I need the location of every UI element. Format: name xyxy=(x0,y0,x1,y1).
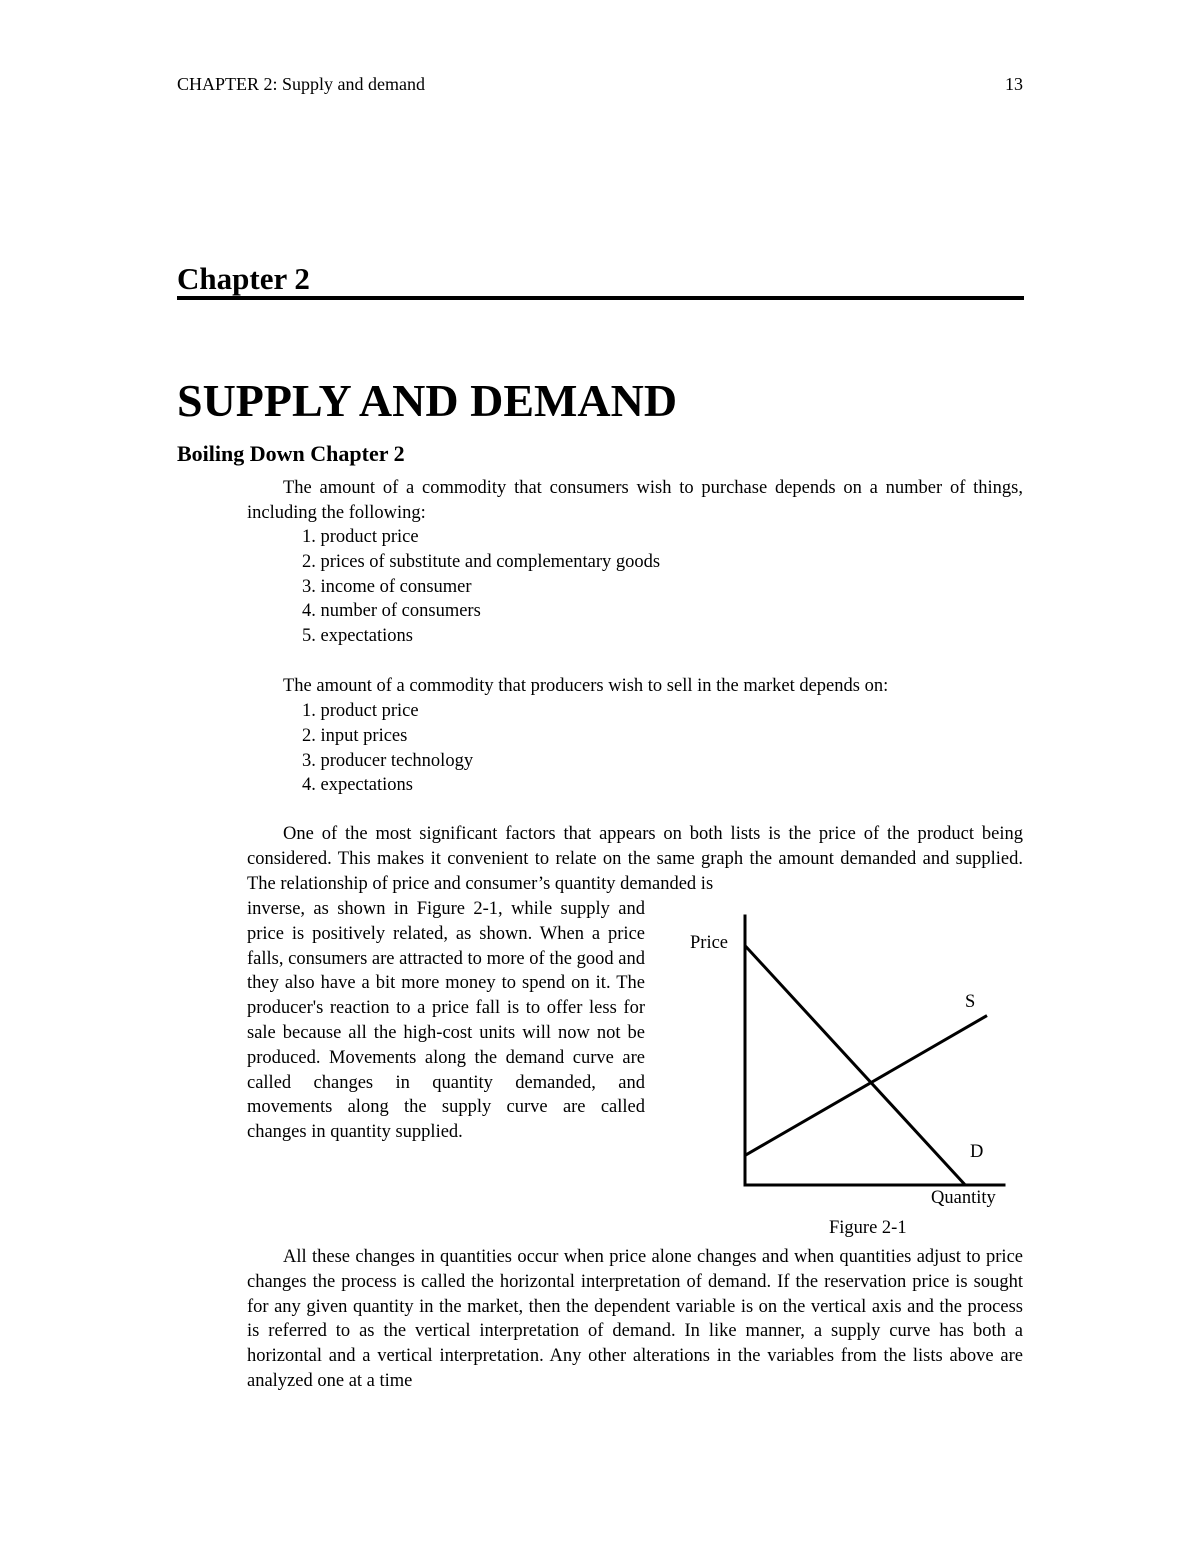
list-item: 3. producer technology xyxy=(302,750,474,771)
figure-caption: Figure 2-1 xyxy=(829,1218,907,1238)
list-item: 3. income of consumer xyxy=(302,576,472,597)
running-title: CHAPTER 2: Supply and demand xyxy=(177,74,425,94)
chapter-title: SUPPLY AND DEMAND xyxy=(177,375,678,426)
list-item: 4. number of consumers xyxy=(302,601,481,622)
list-item: 1. product price xyxy=(302,701,419,721)
list-item: 1. product price xyxy=(302,527,419,547)
supply-demand-figure xyxy=(680,910,1020,1210)
supply-intro-paragraph: The amount of a commodity that producers wish to sell in the market depends on: xyxy=(283,676,889,696)
list-item: 2. input prices xyxy=(302,725,408,746)
supply-curve-label: S xyxy=(965,992,976,1012)
price-paragraph: One of the most significant factors that appears on both lists is the price of the product being considered. This makes it convenient to relate on the same graph the amount demanded and supplied. The relationship of price and consumer’s quantity demanded is xyxy=(247,824,1023,894)
page-number: 13 xyxy=(1005,74,1023,94)
supply-demand-chart xyxy=(680,910,1020,1210)
list-item: 2. prices of substitute and complementary goods xyxy=(302,551,661,572)
list-item: 5. expectations xyxy=(302,626,413,647)
y-axis-label: Price xyxy=(690,933,729,953)
supply-factors-list xyxy=(302,699,473,798)
demand-intro-paragraph: The amount of a commodity that consumers wish to purchase depends on a number of things, including the following: xyxy=(247,478,1023,523)
interpretation-paragraph: All these changes in quantities occur when price alone changes and when quantities adjust to price changes the process is called the horizontal interpretation of demand. If the reservation price is sought for any given quantity in the market, then the dependent variable is on the vertical axis and the process is referred to as the vertical interpretation of demand. In like manner, a supply curve has both a horizontal and a vertical interpretation. Any other alterations in the variables from the lists above are analyzed one at a time xyxy=(247,1247,1023,1391)
x-axis-label: Quantity xyxy=(931,1188,996,1208)
supply-curve-line xyxy=(745,1016,987,1156)
chapter-label: Chapter 2 xyxy=(177,261,310,296)
chapter-rule xyxy=(177,296,1024,300)
demand-curve-line xyxy=(745,946,965,1185)
section-heading: Boiling Down Chapter 2 xyxy=(177,441,405,466)
list-item: 4. expectations xyxy=(302,775,413,796)
inverse-relationship-paragraph: inverse, as shown in Figure 2-1, while supply and price is positively related, as shown. When a price falls, consumers are attracted to more of the good and they also have a bit more money to spend on it. The producer's reaction to a price fall is to offer less for sale because all the high-cost units will now not be produced. Movements along the demand curve are called changes in quantity demanded, and movements along the supply curve are called changes in quantity supplied. xyxy=(247,899,645,1143)
demand-curve-label: D xyxy=(970,1142,984,1162)
demand-factors-list xyxy=(302,525,660,649)
running-header xyxy=(177,72,1023,96)
